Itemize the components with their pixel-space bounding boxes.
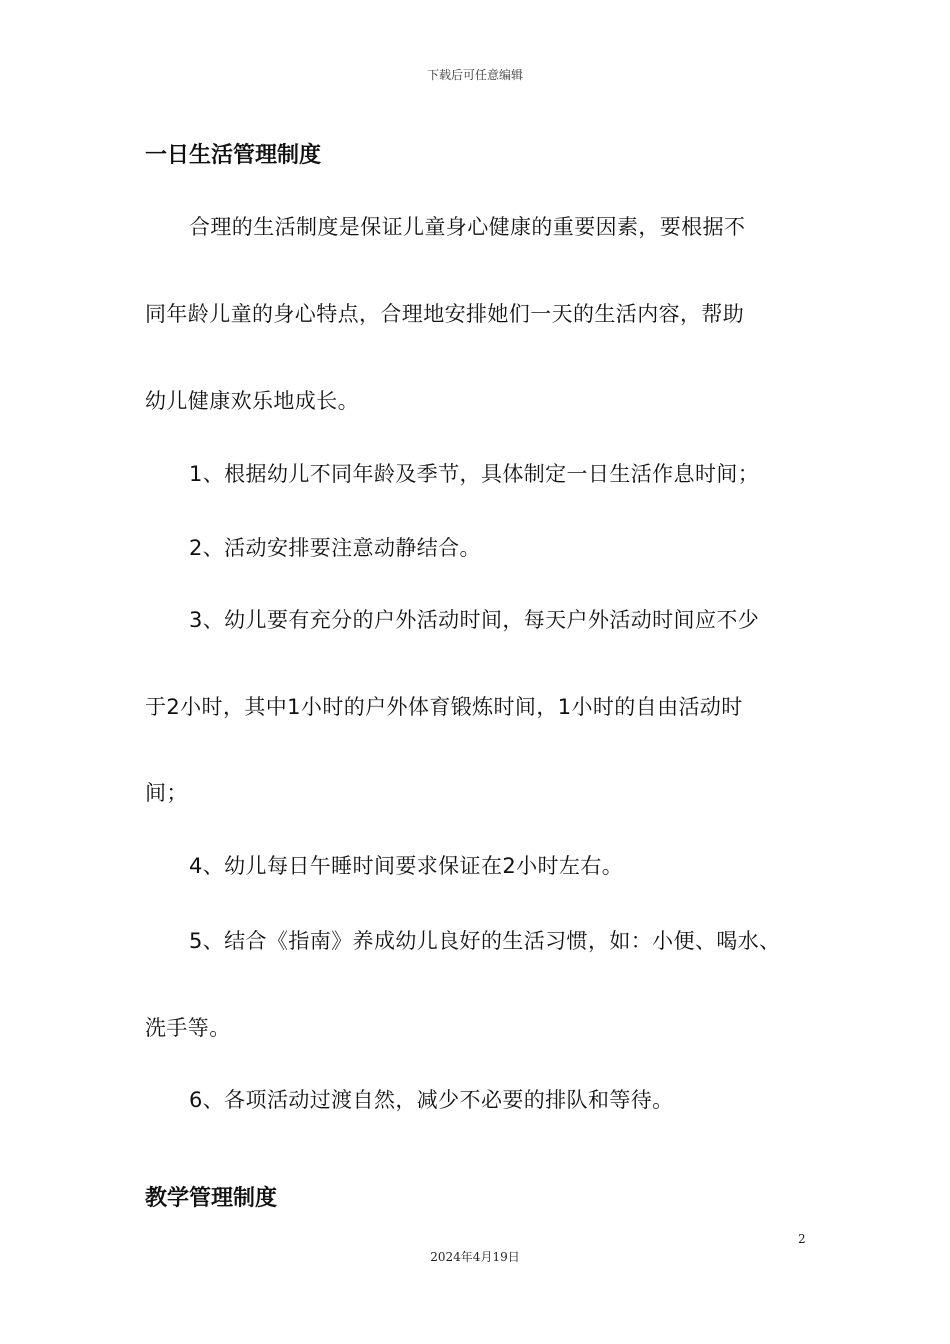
list-item: 5、结合《指南》养成幼儿良好的生活习惯，如：小便、喝水、 — [189, 929, 781, 953]
section-title-daily-life: 一日生活管理制度 — [145, 143, 322, 168]
header-note: 下载后可任意编辑 — [426, 68, 523, 82]
list-item: 6、各项活动过渡自然，减少不必要的排队和等待。 — [189, 1088, 674, 1112]
list-item: 4、幼儿每日午睡时间要求保证在2小时左右。 — [189, 854, 624, 878]
section-title-teaching: 教学管理制度 — [145, 1186, 278, 1211]
list-item-continuation: 洗手等。 — [145, 1016, 231, 1040]
page-number: 2 — [798, 1232, 806, 1246]
footer-date: 2024年4月19日 — [430, 1250, 520, 1264]
paragraph-line: 合理的生活制度是保证儿童身心健康的重要因素，要根据不 — [189, 215, 746, 239]
list-item-continuation: 间； — [145, 781, 188, 805]
list-item-continuation: 于2小时，其中1小时的户外体育锻炼时间，1小时的自由活动时 — [145, 695, 743, 719]
list-item: 3、幼儿要有充分的户外活动时间，每天户外活动时间应不少 — [189, 608, 760, 632]
paragraph-line: 幼儿健康欢乐地成长。 — [145, 389, 359, 413]
list-item: 1、根据幼儿不同年龄及季节，具体制定一日生活作息时间； — [189, 462, 760, 486]
paragraph-line: 同年龄儿童的身心特点，合理地安排她们一天的生活内容，帮助 — [145, 302, 745, 326]
list-item: 2、活动安排要注意动静结合。 — [189, 536, 481, 560]
